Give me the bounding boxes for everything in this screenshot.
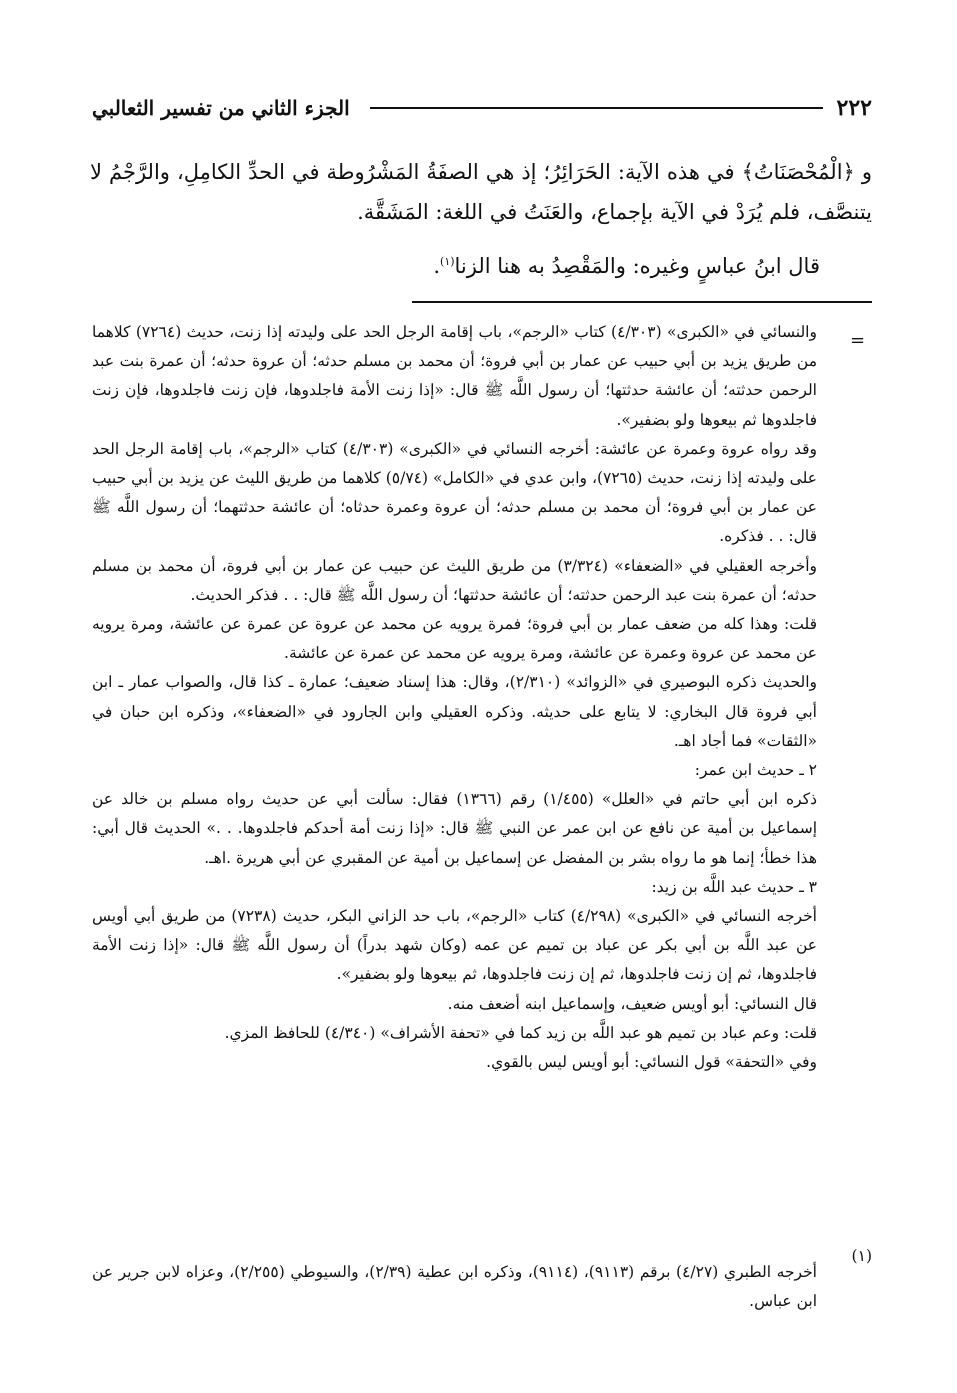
footnote-1-text: أخرجه الطبري (٤/٢٧) برقم (٩١١٣)، (٩١١٤)، وذكره ابن عطية (٢/٣٩)، والسيوطي (٢/٢٥٥)، وعزاه لابن جرير عن ابن عباس.	[92, 1262, 817, 1310]
header-rule	[370, 107, 823, 109]
footnote-ref: (١)	[440, 255, 455, 268]
main-paragraph: قال ابنُ عباسٍ وغيره: والمَقْصِدُ به هنا الزنا$^{(١)}$.	[433, 254, 820, 278]
footnote-paragraph: وفي «التحفة» قول النسائي: أبو أويس ليس بالقوي.	[486, 1053, 817, 1072]
footnote-1	[92, 1242, 872, 1331]
main-text	[90, 152, 872, 286]
footnote-paragraph: قلت: وهذا كله من ضعف عمار بن أبي فروة؛ فمرة يرويه عن محمد عن عروة عن عمرة عن عائشة، ومرة يرويه عن محمد عن عروة وعمرة عن عائشة، ومرة يرويه عن محمد عن عمرة عن عائشة.	[92, 615, 817, 663]
continuation-mark: =	[850, 330, 866, 351]
footnote-paragraph: ذكره ابن أبي حاتم في «العلل» (١/٤٥٥) رقم (١٣٦٦) فقال: سألت أبي عن حديث رواه مسلم بن خالد عن إسماعيل بن أمية عن نافع عن ابن عمر عن النبي ﷺ قال: «إذا زنت أمة أحدكم فاجلدوها. . .» الحديث قال أبي: هذا خطأ؛ إنما هو ما رواه بشر بن المفضل عن إسماعيل بن أمية عن المقبري عن أبي هريرة .اهـ.	[92, 790, 817, 867]
main-paragraph: و ﴿الْمُحْصَنَاتُ﴾ في هذه الآية: الحَرَائِرُ؛ إذ هي الصفَةُ المَشْرُوطة في الحدِّ الكامِلِ، والرَّجْمُ لا يتنصَّف، فلم يُرَدْ في الآية بإجماع، والعَنَتُ في اللغة: المَشَقَّة.	[90, 160, 872, 224]
footnote-1-marker: (١)	[851, 1247, 872, 1265]
page-number: ٢٢٢	[836, 95, 872, 121]
footnote-paragraph: ٢ ـ حديث ابن عمر:	[694, 761, 817, 780]
footnote-paragraph: والنسائي في «الكبرى» (٤/٣٠٣) كتاب «الرجم»، باب إقامة الرجل الحد على وليدته إذا زنت، حديث (٧٢٦٤) كلاهما من طريق يزيد بن أبي حبيب عن عمار بن أبي فروة؛ أن محمد بن مسلم حدثه؛ أن عروة حدثه؛ أن عمرة بنت عبد الرحمن حدثته؛ أن عائشة حدثتها؛ أن رسول اللَّه ﷺ قال: «إذا زنت الأمة فاجلدوها، فإن زنت فاجلدوها، فإن زنت فاجلدوها ثم بيعوها ولو بضفير».	[92, 323, 817, 429]
quote-text: قال ابنُ عباسٍ وغيره: والمَقْصِدُ به هنا الزنا	[454, 254, 820, 278]
footnotes	[92, 318, 817, 1077]
footnote-paragraph: وأخرجه العقيلي في «الضعفاء» (٣/٣٢٤) من طريق الليث عن حبيب عن عمار بن أبي فروة، أن محمد بن مسلم حدثه؛ أن عمرة بنت عبد الرحمن حدثته؛ أن عائشة حدثتها؛ أن رسول اللَّه ﷺ قال: . . فذكر الحديث.	[92, 556, 817, 604]
page-header	[92, 92, 872, 124]
footnote-separator	[412, 301, 872, 303]
footnote-paragraph: ٣ ـ حديث عبد اللَّه بن زيد:	[651, 877, 817, 896]
running-title: الجزء الثاني من تفسير الثعالبي	[92, 96, 350, 120]
footnote-paragraph: أخرجه النسائي في «الكبرى» (٤/٢٩٨) كتاب «الرجم»، باب حد الزاني البكر، حديث (٧٢٣٨) من طريق أبي أويس عن عبد اللَّه بن أبي بكر عن عباد بن تميم عن عمه (وكان شهد بدراً) أن رسول اللَّه ﷺ قال: «إذا زنت الأمة فاجلدوها، ثم إن زنت فاجلدوها، ثم إن زنت فاجلدوها، ثم بيعوها ولو بضفير».	[92, 907, 817, 984]
footnote-paragraph: قلت: وعم عباد بن تميم هو عبد اللَّه بن زيد كما في «تحفة الأشراف» (٤/٣٤٠) للحافظ المزي.	[224, 1023, 817, 1042]
footnote-paragraph: قال النسائي: أبو أويس ضعيف، وإسماعيل ابنه أضعف منه.	[447, 994, 817, 1013]
footnote-paragraph: وقد رواه عروة وعمرة عن عائشة: أخرجه النسائي في «الكبرى» (٤/٣٠٣) كتاب «الرجم»، باب إقامة الرجل الحد على وليدته إذا زنت، حديث (٧٢٦٥)، وابن عدي في «الكامل» (٥/٧٤) كلاهما من طريق الليث عن يزيد بن أبي حبيب عن عمار بن أبي فروة؛ أن محمد بن مسلم حدثه؛ أن عروة وعمرة حدثاه؛ أن عائشة حدثتهما؛ أن رسول اللَّه ﷺ قال: . . فذكره.	[92, 439, 817, 546]
footnote-paragraph: والحديث ذكره البوصيري في «الزوائد» (٢/٣١٠)، وقال: هذا إسناد ضعيف؛ عمارة ـ كذا قال، والصواب عمار ـ ابن أبي فروة قال البخاري: لا يتابع على حديثه. وذكره العقيلي وابن الجارود في «الضعفاء»، وذكره ابن حبان في «الثقات» فما أجاد اهـ.	[92, 673, 817, 750]
